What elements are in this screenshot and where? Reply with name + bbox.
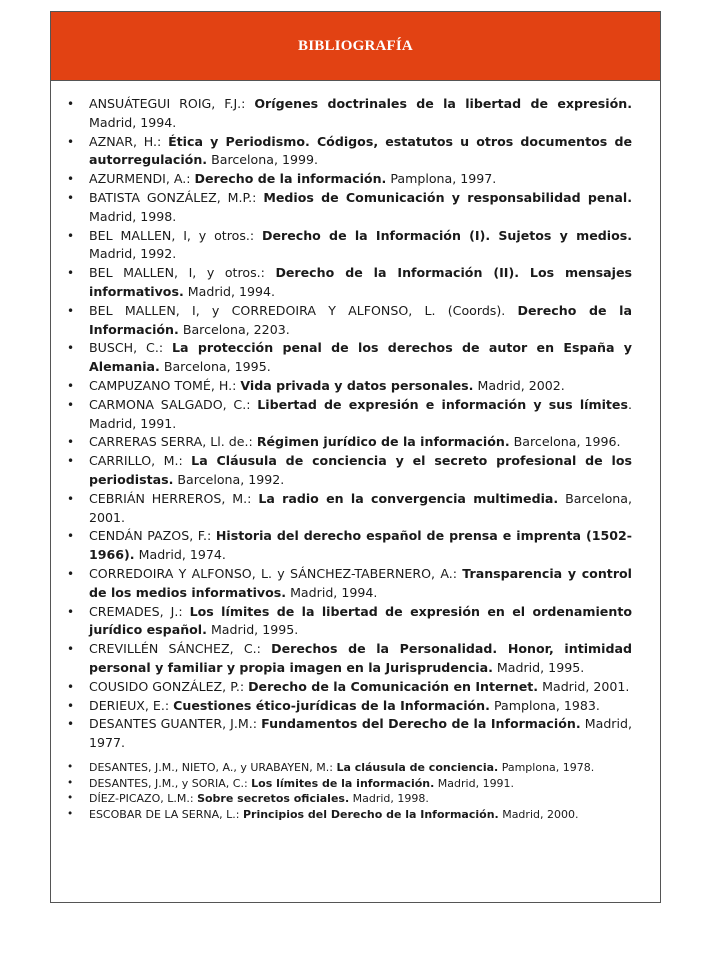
- entry-author: ESCOBAR DE LA SERNA, L.:: [89, 808, 240, 822]
- entry-author: DÍEZ-PICAZO, L.M.:: [89, 792, 194, 806]
- list-item: [65, 396, 632, 434]
- entry-publication: Madrid, 1995.: [496, 659, 585, 675]
- entry-publication: Pamplona, 1997.: [390, 171, 497, 187]
- entry-title: Régimen jurídico de la información.: [256, 434, 510, 450]
- bibliography-body: [51, 81, 660, 823]
- entry-author: ANSUÁTEGUI ROIG, F.J.:: [89, 96, 246, 111]
- entry-publication: Barcelona, 2001.: [89, 490, 632, 525]
- entry-author: DESANTES, J.M., NIETO, A., y URABAYEN, M.:: [89, 760, 333, 774]
- entry-author: CARMONA SALGADO, C.:: [89, 396, 251, 412]
- entry-publication: Madrid, 1995.: [210, 622, 299, 638]
- entry-publication: Pamplona, 1978.: [501, 760, 595, 774]
- list-item: [65, 678, 632, 697]
- entry-title: Derecho de la Comunicación en Internet.: [248, 678, 539, 694]
- bullet-icon: •: [67, 808, 74, 821]
- entry-author: CREMADES, J.:: [89, 603, 183, 619]
- entry-author: COUSIDO GONZÁLEZ, P.:: [89, 678, 245, 694]
- bullet-icon: •: [67, 760, 74, 773]
- bullet-icon: •: [67, 303, 75, 318]
- bullet-icon: •: [67, 172, 75, 187]
- entry-author: BEL MALLEN, I, y CORREDOIRA Y ALFONSO, L. (Coords).: [89, 302, 506, 318]
- list-item: [65, 490, 632, 528]
- bullet-icon: •: [67, 604, 75, 619]
- entry-publication: Madrid, 1994.: [187, 283, 276, 299]
- bullet-icon: •: [67, 435, 75, 450]
- bullet-icon: •: [67, 679, 75, 694]
- entry-title: La radio en la convergencia multimedia.: [258, 490, 559, 506]
- entry-title: Los límites de la información.: [251, 776, 435, 790]
- entry-title: Los límites de la libertad de expresión en el ordenamiento jurídico español.: [89, 603, 632, 638]
- entry-publication: Barcelona, 1992.: [177, 471, 285, 487]
- entry-author: CENDÁN PAZOS, F.:: [89, 528, 212, 544]
- entry-title: Derecho de la información.: [194, 171, 387, 187]
- list-item: [65, 527, 632, 565]
- entry-publication: Madrid, 1998.: [352, 792, 429, 806]
- entry-publication: Madrid, 1974.: [138, 547, 226, 563]
- entry-author: CORREDOIRA Y ALFONSO, L. y SÁNCHEZ-TABERNERO, A.:: [89, 565, 457, 581]
- entry-title: Derechos de la Personalidad. Honor, intimidad personal y familiar y propia imagen en la Jurisprudencia.: [89, 641, 632, 675]
- list-item: [65, 133, 632, 171]
- entry-title: Ética y Periodismo. Códigos, estatutos u otros documentos de autorregulación.: [89, 133, 632, 168]
- bullet-icon: •: [67, 228, 75, 243]
- entry-title: Orígenes doctrinales de la libertad de expresión.: [254, 96, 632, 111]
- bullet-icon: •: [67, 454, 75, 469]
- bullet-icon: •: [67, 97, 75, 111]
- entry-author: CARRERAS SERRA, Ll. de.:: [89, 434, 253, 450]
- bullet-icon: •: [67, 190, 75, 205]
- bibliography-list: [65, 95, 632, 823]
- bibliography-table: [50, 11, 661, 903]
- entry-author: CREVILLÉN SÁNCHEZ, C.:: [89, 641, 261, 657]
- list-item: [65, 170, 632, 189]
- entry-publication: Barcelona, 2203.: [182, 321, 290, 337]
- entry-title: Libertad de expresión e información y sus límites: [257, 396, 628, 412]
- entry-title: La protección penal de los derechos de autor en España y Alemania.: [89, 340, 632, 375]
- bullet-icon: •: [67, 776, 74, 789]
- bullet-icon: •: [67, 717, 75, 732]
- entry-author: DESANTES GUANTER, J.M.:: [89, 716, 258, 732]
- list-item: [65, 95, 632, 133]
- entry-author: BEL MALLEN, I, y otros.:: [89, 227, 255, 243]
- bibliography-header: [51, 12, 660, 81]
- entry-author: BATISTA GONZÁLEZ, M.P.:: [89, 189, 257, 205]
- entry-publication: Madrid, 1992.: [89, 246, 177, 262]
- entry-publication: Barcelona, 1996.: [513, 434, 621, 450]
- entry-author: BUSCH, C.:: [89, 340, 164, 356]
- list-item: [65, 302, 632, 340]
- entry-title: La Cláusula de conciencia y el secreto profesional de los periodistas.: [89, 453, 632, 487]
- list-item: [65, 715, 632, 753]
- entry-author: DESANTES, J.M., y SORIA, C.:: [89, 776, 248, 790]
- entry-publication: Madrid, 1998.: [89, 208, 177, 224]
- bullet-icon: •: [67, 134, 75, 149]
- entry-publication: . Madrid, 1991.: [89, 396, 632, 431]
- entry-author: DERIEUX, E.:: [89, 697, 170, 713]
- list-item: [65, 776, 632, 792]
- bullet-icon: •: [67, 378, 75, 393]
- entry-author: CAMPUZANO TOMÉ, H.:: [89, 377, 237, 393]
- bullet-icon: •: [67, 491, 75, 506]
- bullet-icon: •: [67, 566, 75, 581]
- entry-publication: Madrid, 1994.: [290, 584, 378, 600]
- bullet-icon: •: [67, 341, 75, 356]
- list-item: [65, 807, 632, 823]
- entry-title: Derecho de la Información (I). Sujetos y medios.: [262, 227, 633, 243]
- entry-publication: Madrid, 1991.: [437, 776, 515, 790]
- entry-title: Medios de Comunicación y responsabilidad penal.: [263, 189, 632, 205]
- entry-publication: Madrid, 2000.: [502, 808, 579, 822]
- entry-publication: Madrid, 1977.: [89, 716, 632, 751]
- bullet-icon: •: [67, 792, 74, 805]
- list-item: [65, 697, 632, 716]
- list-item: [65, 227, 632, 265]
- entry-author: AZURMENDI, A.:: [89, 171, 191, 187]
- entry-title: Transparencia y control de los medios informativos.: [89, 565, 632, 600]
- entry-author: BEL MALLEN, I, y otros.:: [89, 265, 265, 281]
- list-item: [65, 640, 632, 678]
- bibliography-title: BIBLIOGRAFÍA: [298, 37, 413, 54]
- entry-publication: Barcelona, 1995.: [163, 359, 271, 375]
- bullet-icon: •: [67, 642, 75, 657]
- entry-title: La cláusula de conciencia.: [336, 760, 499, 774]
- entry-publication: Pamplona, 1983.: [493, 697, 600, 713]
- entry-author: CEBRIÁN HERREROS, M.:: [89, 490, 252, 506]
- entry-author: CARRILLO, M.:: [89, 453, 183, 469]
- list-item: [65, 433, 632, 452]
- entry-author: AZNAR, H.:: [89, 133, 162, 149]
- entry-publication: Madrid, 2001.: [542, 678, 630, 694]
- entry-publication: Madrid, 2002.: [477, 377, 565, 393]
- entry-title: Principios del Derecho de la Información.: [242, 808, 499, 822]
- list-item: [65, 791, 632, 807]
- bullet-icon: •: [67, 397, 75, 412]
- bullet-icon: •: [67, 266, 75, 281]
- entry-title: Vida privada y datos personales.: [240, 377, 474, 393]
- entry-title: Fundamentos del Derecho de la Información.: [261, 716, 581, 732]
- bullet-icon: •: [67, 529, 75, 544]
- list-item: [65, 603, 632, 641]
- entry-title: Derecho de la Información (II). Los mensajes informativos.: [89, 265, 632, 299]
- bullet-icon: •: [67, 698, 75, 713]
- list-item: [65, 452, 632, 490]
- entry-title: Cuestiones ético-jurídicas de la Información.: [173, 697, 490, 713]
- entry-title: Sobre secretos oficiales.: [197, 792, 350, 806]
- entry-title: Historia del derecho español de prensa e imprenta (1502-1966).: [89, 528, 632, 563]
- list-item: [65, 565, 632, 603]
- entry-publication: Barcelona, 1999.: [211, 152, 319, 168]
- entry-publication: Madrid, 1994.: [89, 114, 177, 130]
- list-item: [65, 377, 632, 396]
- entry-title: Derecho de la Información.: [89, 302, 632, 337]
- list-item: [65, 339, 632, 377]
- list-item: [65, 760, 632, 776]
- list-item: [65, 264, 632, 302]
- list-item: [65, 189, 632, 227]
